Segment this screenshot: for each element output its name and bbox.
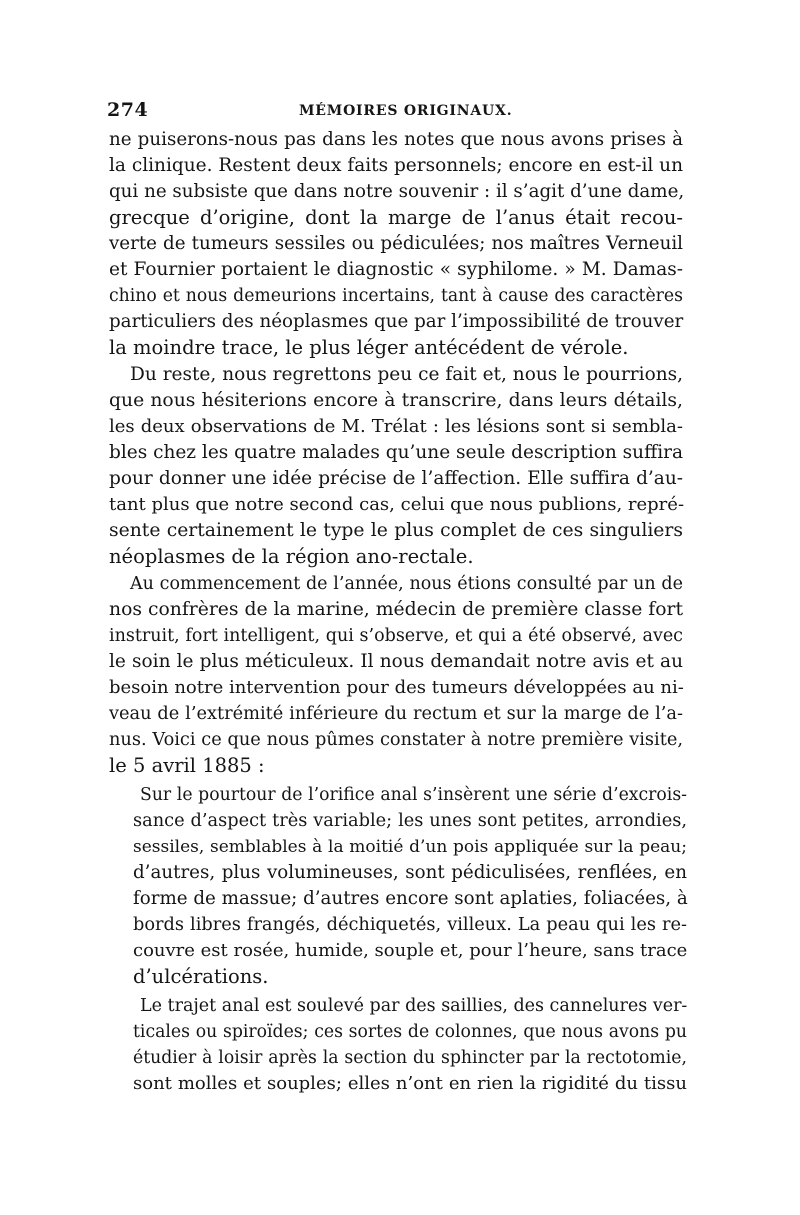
text-line: nus. Voici ce que nous pûmes constater à notre première visite, [109,730,683,750]
text-line: sente certainement le type le plus complet de ces singuliers [109,520,683,541]
text-line: néoplasmes de la région ano-rectale. [109,545,474,568]
text-line: ne puiserons-nous pas dans les notes que nous avons prises à [109,129,683,150]
text-line: et Fournier portaient le diagnostic « syphilome. » M. Damas- [109,259,683,280]
text-line: qui ne subsiste que dans notre souvenir : il s’agit d’une dame, [109,181,685,202]
text-line: le soin le plus méticuleux. Il nous demandait notre avis et au [109,651,683,672]
text-line: particuliers des néoplasmes que par l’impossibilité de trouver [109,311,684,332]
text-line: que nous hésiterions encore à transcrire, dans leurs détails, [109,390,683,411]
text-line: ticales ou spiroïdes; ces sortes de colonnes, que nous avons pu [133,1022,687,1042]
running-header [107,97,697,123]
text-line: Le trajet anal est soulevé par des saillies, des cannelures ver- [140,996,688,1016]
text-line: sessiles, semblables à la moitié d’un pois appliquée sur la peau; [133,837,687,857]
text-line: la clinique. Restent deux faits personnels; encore en est-il un [109,155,683,176]
text-line: d’autres, plus volumineuses, sont pédiculisées, renflées, en [133,862,687,883]
text-line: le 5 avril 1885 : [109,754,265,777]
text-line: sont molles et souples; elles n’ont en rien la rigidité du tissu [133,1073,687,1094]
text-line: instruit, fort intelligent, qui s’observe, et qui a été observé, avec [109,626,683,646]
text-line: bords libres frangés, déchiquetés, villeux. La peau qui les re- [133,915,687,935]
text-line: besoin notre intervention pour des tumeurs développées au ni- [109,677,684,698]
text-line: tant plus que notre second cas, celui que nous publions, repré- [109,494,685,515]
text-line: Du reste, nous regrettons peu ce fait et, nous le pourrions, [130,364,683,385]
text-line: Sur le pourtour de l’orifice anal s’insèrent une série d’excrois- [140,785,687,805]
text-line: étudier à loisir après la section du sphincter par la rectotomie, [133,1048,687,1068]
text-line: Au commencement de l’année, nous étions consulté par un de [130,574,683,594]
page-number: 274 [107,99,149,121]
text-line: la moindre trace, le plus léger antécédent de vérole. [109,336,629,359]
text-line: verte de tumeurs sessiles ou pédiculées; nos maîtres Verneuil [109,233,683,254]
text-line: forme de massue; d’autres encore sont aplaties, foliacées, à [133,888,688,909]
text-line: bles chez les quatre malades qu’une seule description suffira [109,442,684,463]
text-line: couvre est rosée, humide, souple et, pour l’heure, sans trace [133,940,688,961]
text-line: pour donner une idée précise de l’affection. Elle suffira d’au- [109,468,683,489]
text-line: grecque d’origine, dont la marge de l’anus était recou- [109,206,683,229]
text-line: sance d’aspect très variable; les unes sont petites, arrondies, [133,811,687,831]
text-line: d’ulcérations. [133,965,269,988]
text-line: les deux observations de M. Trélat : les lésions sont si sembla- [109,416,683,437]
text-line: chino et nous demeurions incertains, tant à cause des caractères [109,286,683,306]
running-title: MÉMOIRES ORIGINAUX. [299,103,513,119]
text-line: veau de l’extrémité inférieure du rectum et sur la marge de l’a- [109,704,683,724]
text-line: nos confrères de la marine, médecin de première classe fort [109,599,683,620]
